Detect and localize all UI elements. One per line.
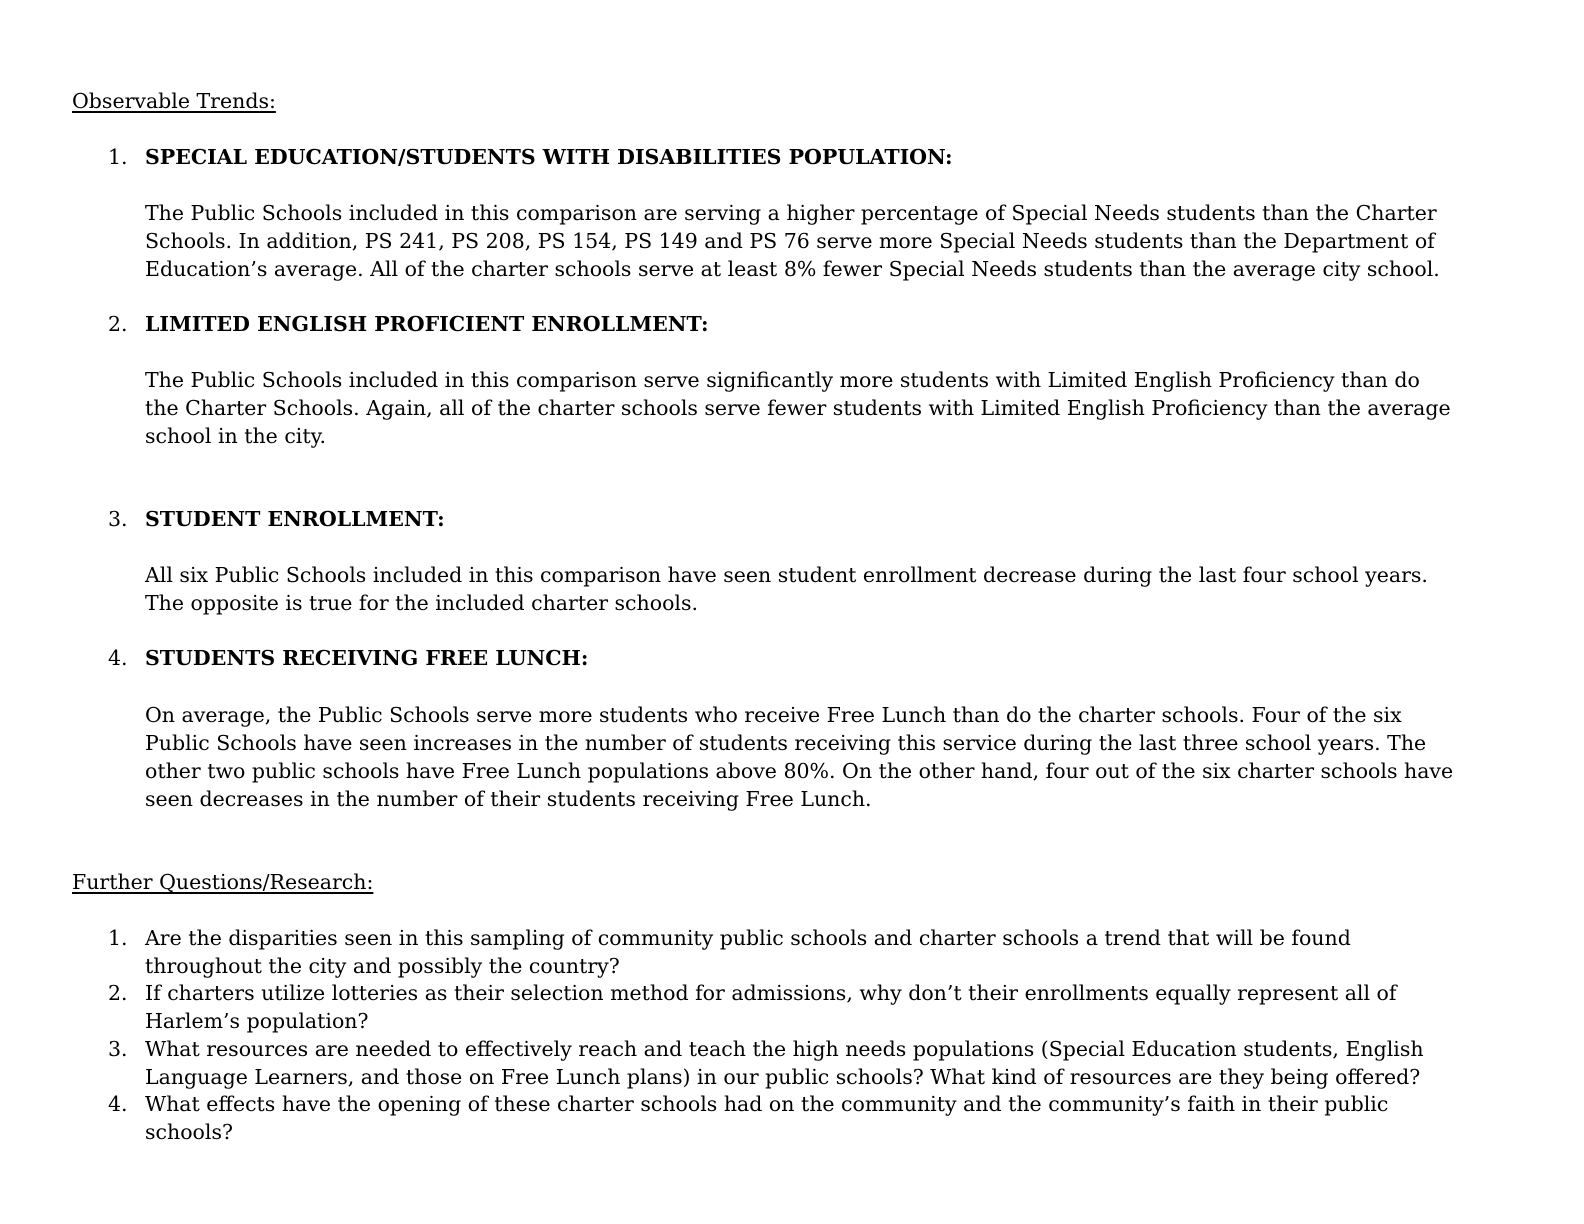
trend-body: The Public Schools included in this comparison are serving a higher percentage of Special Needs students than the Charter Schools. In addition, PS 241, PS 208, PS 154, PS 149 and PS 76 serve more Special Needs students than the Department of Education’s average. All of the charter schools serve at least 8% fewer Special Needs students than the average city school. <box>145 201 1440 281</box>
question-text: What resources are needed to effectively reach and teach the high needs populations (Special Education students, English Language Learners, and those on Free Lunch plans) in our public schools? What kind of resources are they being offered? <box>145 1037 1424 1089</box>
trend-title: LIMITED ENGLISH PROFICIENT ENROLLMENT: <box>145 312 709 336</box>
trend-title: SPECIAL EDUCATION/STUDENTS WITH DISABILITIES POPULATION: <box>145 145 953 169</box>
trend-body: All six Public Schools included in this comparison have seen student enrollment decrease during the last four school years. The opposite is true for the included charter schools. <box>145 563 1428 615</box>
further-questions-heading: Further Questions/Research: <box>72 870 374 894</box>
question-number: 3. <box>108 1037 128 1061</box>
trend-title: STUDENTS RECEIVING FREE LUNCH: <box>145 646 589 670</box>
trend-number: 3. <box>108 507 128 531</box>
question-text: Are the disparities seen in this sampling of community public schools and charter schools a trend that will be found throughout the city and possibly the country? <box>145 926 1351 978</box>
question-text: If charters utilize lotteries as their selection method for admissions, why don’t their enrollments equally represent all of Harlem’s population? <box>145 981 1397 1033</box>
trend-body: The Public Schools included in this comparison serve significantly more students with Limited English Proficiency than do the Charter Schools. Again, all of the charter schools serve fewer students with Limited English Proficiency than the average school in the city. <box>145 368 1451 448</box>
trend-number: 4. <box>108 646 128 670</box>
trend-number: 1. <box>108 145 128 169</box>
question-number: 2. <box>108 981 128 1005</box>
trend-title: STUDENT ENROLLMENT: <box>145 507 445 531</box>
question-number: 1. <box>108 926 128 950</box>
trend-number: 2. <box>108 312 128 336</box>
question-number: 4. <box>108 1092 128 1116</box>
question-text: What effects have the opening of these charter schools had on the community and the community’s faith in their public schools? <box>145 1092 1389 1144</box>
observable-trends-heading: Observable Trends: <box>72 89 276 113</box>
trend-body: On average, the Public Schools serve more students who receive Free Lunch than do the charter schools. Four of the six Public Schools have seen increases in the number of students receiving this service during the last three school years. The other two public schools have Free Lunch populations above 80%. On the other hand, four out of the six charter schools have seen decreases in the number of their students receiving Free Lunch. <box>145 703 1454 811</box>
